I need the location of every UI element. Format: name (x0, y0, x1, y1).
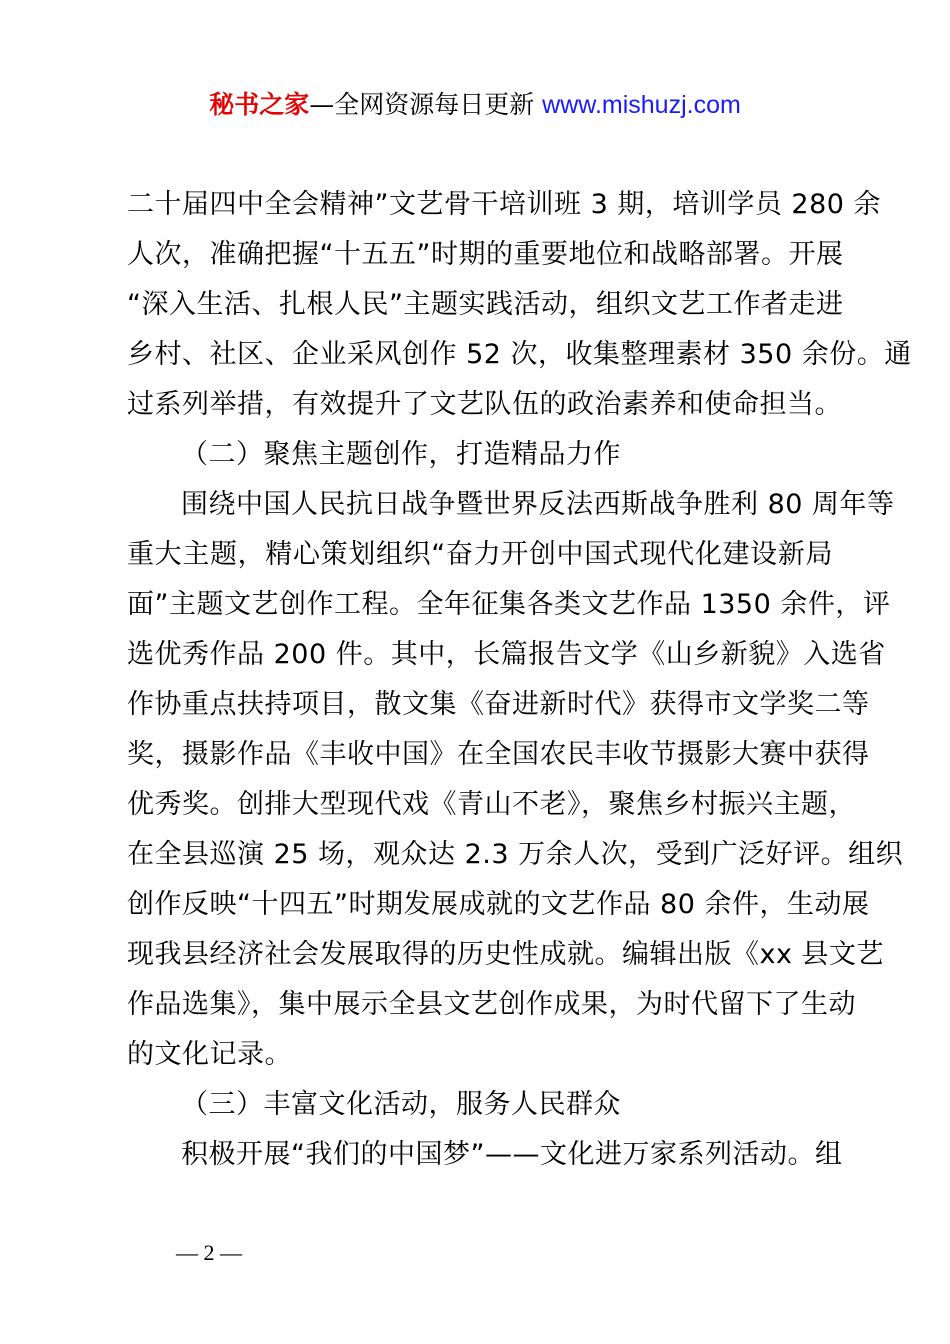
header-tagline: —全网资源每日更新 (309, 90, 543, 119)
site-header (0, 88, 950, 122)
text-line: 作协重点扶持项目，散文集《奋进新时代》获得市文学奖二等 (127, 689, 870, 720)
text-line: 作品选集》，集中展示全县文艺创作成果，为时代留下了生动 (127, 989, 856, 1020)
text-line: 的文化记录。 (127, 1039, 292, 1070)
text-line: 重大主题，精心策划组织“奋力开创中国式现代化建设新局 (127, 539, 833, 570)
text-line: 过系列举措，有效提升了文艺队伍的政治素养和使命担当。 (127, 389, 842, 420)
text-line: 选优秀作品 200 件。其中，长篇报告文学《山乡新貌》入选省 (127, 639, 886, 670)
text-line: 面”主题文艺创作工程。全年征集各类文艺作品 1350 余件，评 (127, 589, 891, 620)
brand-name: 秘书之家 (209, 90, 310, 119)
text-line: 优秀奖。创排大型现代戏《青山不老》，聚焦乡村振兴主题， (127, 789, 856, 820)
text-line: 创作反映“十四五”时期发展成就的文艺作品 80 余件，生动展 (127, 889, 870, 920)
text-line: 积极开展“我们的中国梦”——文化进万家系列活动。组 (181, 1139, 843, 1170)
text-line: 人次，准确把握“十五五”时期的重要地位和战略部署。开展 (127, 239, 844, 270)
section-heading-2: （二）聚焦主题创作，打造精品力作 (181, 439, 621, 470)
text-line: 奖，摄影作品《丰收中国》在全国农民丰收节摄影大赛中获得 (127, 739, 870, 770)
page-number: — 2 — (176, 1240, 242, 1265)
document-body (127, 180, 912, 1180)
text-line: “深入生活、扎根人民”主题实践活动，组织文艺工作者走进 (127, 289, 844, 320)
text-line: 围绕中国人民抗日战争暨世界反法西斯战争胜利 80 周年等 (181, 489, 895, 520)
site-url-link[interactable]: www.mishuzj.com (542, 91, 741, 119)
text-line: 二十届四中全会精神”文艺骨干培训班 3 期，培训学员 280 余 (127, 189, 882, 220)
text-line: 现我县经济社会发展取得的历史性成就。编辑出版《xx 县文艺 (127, 939, 885, 970)
text-line: 在全县巡演 25 场，观众达 2.3 万余人次，受到广泛好评。组织 (127, 839, 904, 870)
text-line: 乡村、社区、企业采风创作 52 次，收集整理素材 350 余份。通 (127, 339, 912, 370)
section-heading-3: （三）丰富文化活动，服务人民群众 (181, 1089, 621, 1120)
